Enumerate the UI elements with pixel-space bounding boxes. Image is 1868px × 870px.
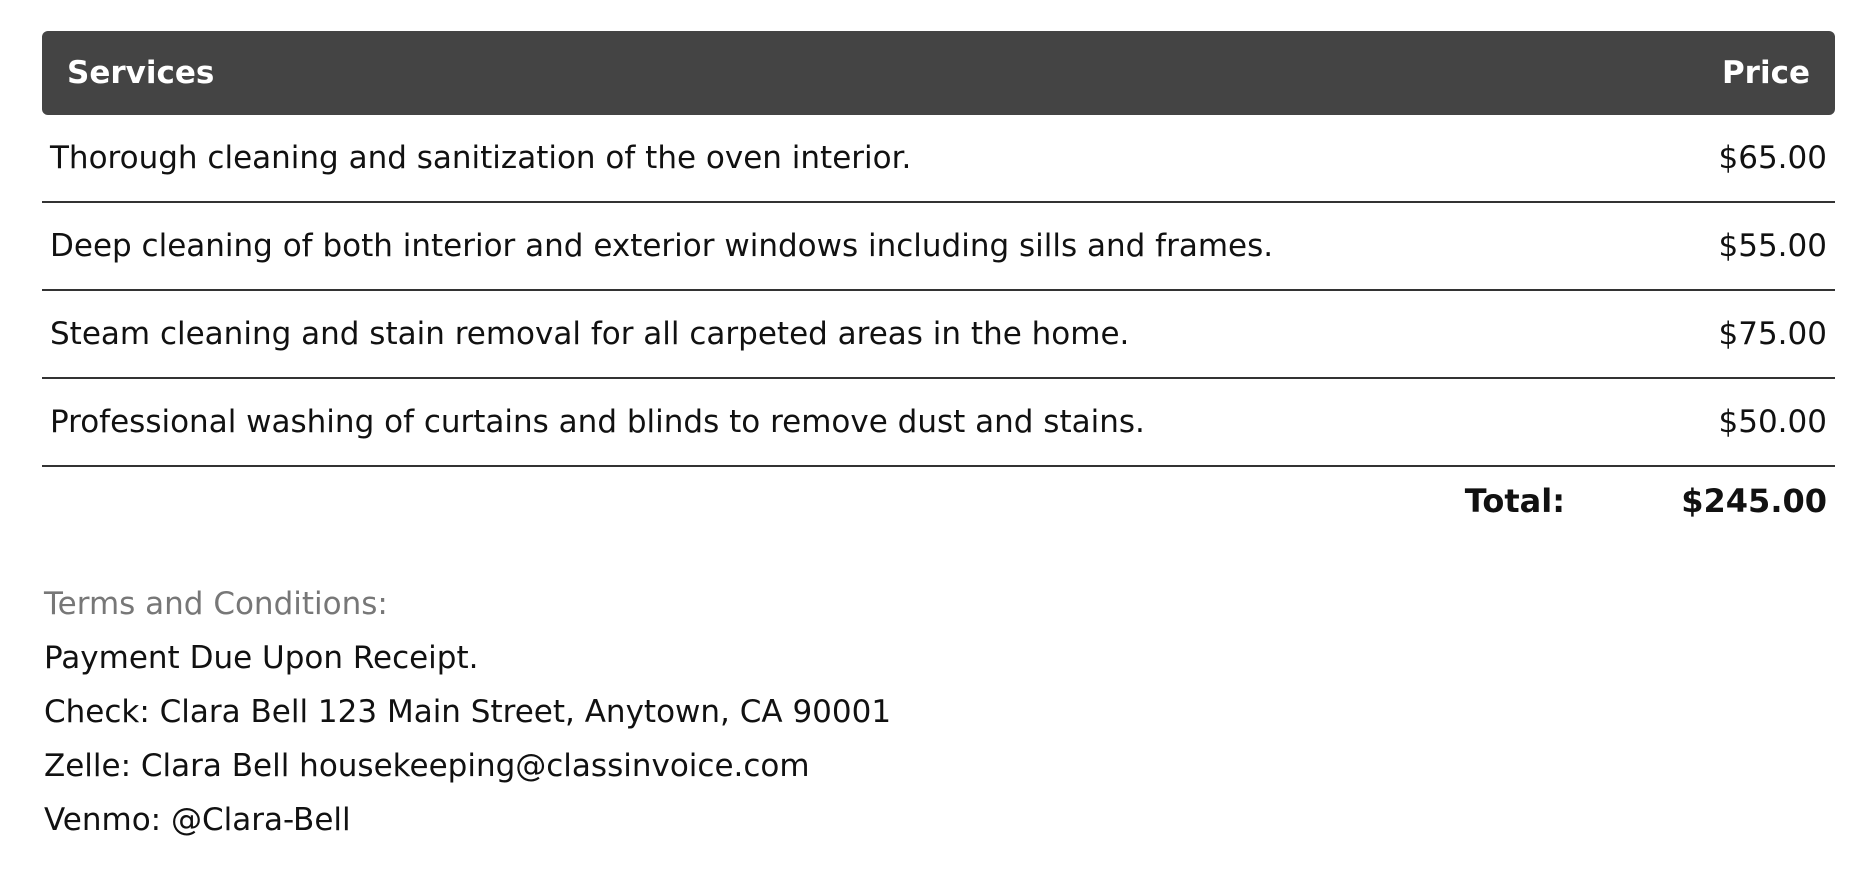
services-column-header: Services bbox=[42, 31, 1525, 115]
terms-venmo-info: Venmo: @Clara-Bell bbox=[44, 802, 351, 838]
service-price: $50.00 bbox=[1525, 378, 1835, 466]
table-row bbox=[42, 378, 1835, 466]
total-label: Total: bbox=[1464, 482, 1565, 520]
service-description: Thorough cleaning and sanitization of the oven interior. bbox=[42, 115, 1525, 202]
terms-check-info: Check: Clara Bell 123 Main Street, Anytown, CA 90001 bbox=[44, 694, 892, 730]
table-row bbox=[42, 202, 1835, 290]
terms-payment-due: Payment Due Upon Receipt. bbox=[44, 640, 479, 676]
terms-heading: Terms and Conditions: bbox=[44, 586, 388, 622]
terms-section bbox=[44, 584, 891, 854]
table-row bbox=[42, 290, 1835, 378]
services-table bbox=[42, 31, 1835, 467]
total-value: $245.00 bbox=[1681, 482, 1827, 520]
service-description: Steam cleaning and stain removal for all carpeted areas in the home. bbox=[42, 290, 1525, 378]
total-row bbox=[42, 470, 1827, 536]
service-price: $65.00 bbox=[1525, 115, 1835, 202]
terms-zelle-info: Zelle: Clara Bell housekeeping@classinvoice.com bbox=[44, 748, 810, 784]
service-description: Deep cleaning of both interior and exterior windows including sills and frames. bbox=[42, 202, 1525, 290]
price-column-header: Price bbox=[1525, 31, 1835, 115]
table-header-row bbox=[42, 31, 1835, 115]
service-price: $75.00 bbox=[1525, 290, 1835, 378]
service-description: Professional washing of curtains and blinds to remove dust and stains. bbox=[42, 378, 1525, 466]
service-price: $55.00 bbox=[1525, 202, 1835, 290]
table-row bbox=[42, 115, 1835, 202]
